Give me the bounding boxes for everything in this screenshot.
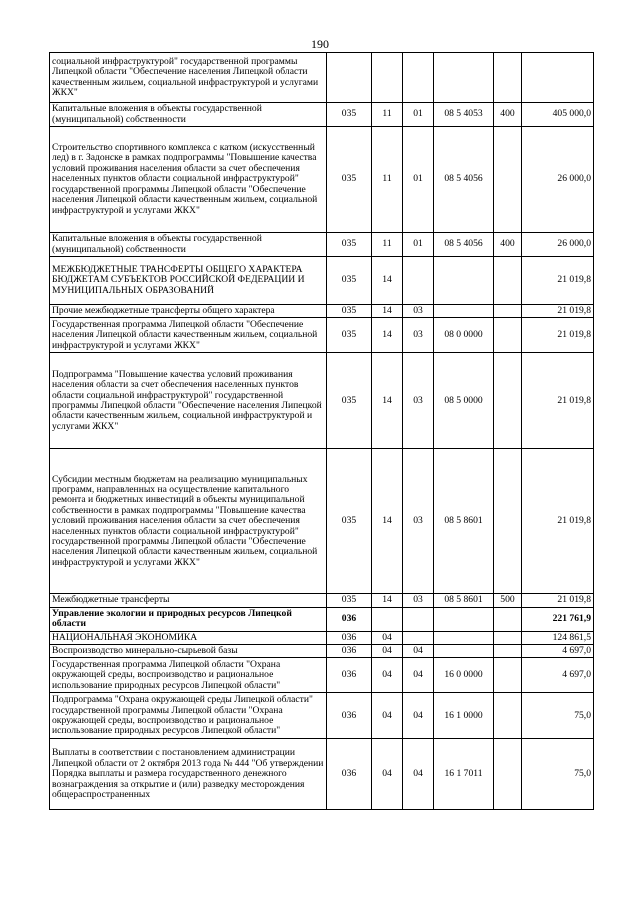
- expense-type-code: [494, 257, 522, 305]
- section-code: 11: [372, 103, 403, 127]
- subsection-code: 01: [403, 233, 434, 257]
- row-name: Субсидии местным бюджетам на реализацию муниципальных программ, направленных на осуществление капитального ремонта и бюджетных инвестиций в объекты муниципальной собственности в рамках подпрограммы "Повышение качества условий проживания населения области за счет обеспечения населенных пунктов области социальной инфраструктурой" государственной программы Липецкой области "Обеспечение населения Липецкой области качественным жильем, социальной инфраструктурой и услугами ЖКХ": [50, 449, 327, 594]
- target-article-code: 16 1 0000: [434, 693, 494, 739]
- ministry-code: 036: [327, 645, 372, 658]
- subsection-code: [403, 631, 434, 644]
- table-row: [50, 318, 594, 353]
- subsection-code: 04: [403, 693, 434, 739]
- row-name: Подпрограмма "Охрана окружающей среды Липецкой области" государственной программы Липецкой области "Охрана окружающей среды, воспроизводство и рациональное использование природных ресурсов Липецкой области": [50, 693, 327, 739]
- table-row: [50, 257, 594, 305]
- budget-table: [49, 52, 594, 810]
- subsection-code: [403, 607, 434, 631]
- amount: 26 000,0: [522, 127, 594, 233]
- expense-type-code: [494, 739, 522, 810]
- table-row: [50, 353, 594, 449]
- ministry-code: 035: [327, 318, 372, 353]
- section-code: 04: [372, 693, 403, 739]
- section-code: 14: [372, 353, 403, 449]
- amount: 21 019,8: [522, 594, 594, 607]
- section-code: 14: [372, 449, 403, 594]
- table-row: [50, 594, 594, 607]
- target-article-code: [434, 305, 494, 318]
- subsection-code: 04: [403, 739, 434, 810]
- table-row: [50, 233, 594, 257]
- row-name: Строительство спортивного комплекса с катком (искусственный лед) в г. Задонске в рамках подпрограммы "Повышение качества условий проживания населения области за счет обеспечения населенных пунктов области социальной инфраструктурой" государственной программы Липецкой области "Обеспечение населения Липецкой области качественным жильем, социальной инфраструктурой и услугами ЖКХ": [50, 127, 327, 233]
- row-name: Подпрограмма "Повышение качества условий проживания населения области за счет обеспечения населенных пунктов области социальной инфраструктурой" государственной программы Липецкой области "Обеспечение населения Липецкой области качественным жильем, социальной инфраструктурой и услугами ЖКХ": [50, 353, 327, 449]
- ministry-code: 035: [327, 233, 372, 257]
- row-name: Капитальные вложения в объекты государственной (муниципальной) собственности: [50, 103, 327, 127]
- amount: 26 000,0: [522, 233, 594, 257]
- row-name: МЕЖБЮДЖЕТНЫЕ ТРАНСФЕРТЫ ОБЩЕГО ХАРАКТЕРА БЮДЖЕТАМ СУБЪЕКТОВ РОССИЙСКОЙ ФЕДЕРАЦИИ И МУНИЦИПАЛЬНЫХ ОБРАЗОВАНИЙ: [50, 257, 327, 305]
- amount: 21 019,8: [522, 318, 594, 353]
- table-row: [50, 739, 594, 810]
- target-article-code: 08 5 4053: [434, 103, 494, 127]
- row-name: Межбюджетные трансферты: [50, 594, 327, 607]
- expense-type-code: [494, 693, 522, 739]
- row-name: НАЦИОНАЛЬНАЯ ЭКОНОМИКА: [50, 631, 327, 644]
- row-name: Управление экологии и природных ресурсов Липецкой области: [50, 607, 327, 631]
- expense-type-code: 400: [494, 233, 522, 257]
- amount: 21 019,8: [522, 257, 594, 305]
- section-code: 11: [372, 127, 403, 233]
- subsection-code: [403, 53, 434, 103]
- target-article-code: [434, 257, 494, 305]
- ministry-code: 035: [327, 594, 372, 607]
- subsection-code: 03: [403, 353, 434, 449]
- row-name: Выплаты в соответствии с постановлением администрации Липецкой области от 2 октября 2013 года № 444 "Об утверждении Порядка выплаты и размера государственного денежного вознаграждения за открытие и (или) разведку месторождения общераспространенных: [50, 739, 327, 810]
- amount: 21 019,8: [522, 449, 594, 594]
- amount: [522, 53, 594, 103]
- amount: 4 697,0: [522, 645, 594, 658]
- table-row: [50, 53, 594, 103]
- ministry-code: 035: [327, 257, 372, 305]
- row-name: Государственная программа Липецкой области "Охрана окружающей среды, воспроизводство и рациональное использование природных ресурсов Липецкой области": [50, 658, 327, 693]
- row-name: социальной инфраструктурой" государственной программы Липецкой области "Обеспечение населения Липецкой области качественным жильем, социальной инфраструктурой и услугами ЖКХ": [50, 53, 327, 103]
- page-number: 190: [311, 37, 329, 51]
- subsection-code: 03: [403, 318, 434, 353]
- section-code: 04: [372, 645, 403, 658]
- subsection-code: 04: [403, 645, 434, 658]
- target-article-code: 08 5 8601: [434, 594, 494, 607]
- target-article-code: [434, 631, 494, 644]
- amount: 21 019,8: [522, 305, 594, 318]
- ministry-code: 035: [327, 305, 372, 318]
- section-code: 04: [372, 631, 403, 644]
- target-article-code: 08 5 4056: [434, 127, 494, 233]
- subsection-code: 01: [403, 103, 434, 127]
- table-row: [50, 693, 594, 739]
- expense-type-code: [494, 645, 522, 658]
- ministry-code: 036: [327, 693, 372, 739]
- expense-type-code: 400: [494, 103, 522, 127]
- expense-type-code: 500: [494, 594, 522, 607]
- expense-type-code: [494, 53, 522, 103]
- amount: 405 000,0: [522, 103, 594, 127]
- subsection-code: 04: [403, 658, 434, 693]
- table-row: [50, 607, 594, 631]
- table-row: [50, 658, 594, 693]
- target-article-code: 08 5 8601: [434, 449, 494, 594]
- table-row: [50, 305, 594, 318]
- ministry-code: 036: [327, 607, 372, 631]
- section-code: [372, 53, 403, 103]
- section-code: [372, 607, 403, 631]
- section-code: 14: [372, 318, 403, 353]
- amount: 75,0: [522, 693, 594, 739]
- table-row: [50, 645, 594, 658]
- section-code: 14: [372, 257, 403, 305]
- section-code: 14: [372, 305, 403, 318]
- ministry-code: 036: [327, 739, 372, 810]
- amount: 75,0: [522, 739, 594, 810]
- subsection-code: 03: [403, 305, 434, 318]
- amount: 21 019,8: [522, 353, 594, 449]
- table-row: [50, 631, 594, 644]
- expense-type-code: [494, 449, 522, 594]
- subsection-code: 03: [403, 449, 434, 594]
- row-name: Воспроизводство минерально-сырьевой базы: [50, 645, 327, 658]
- target-article-code: [434, 53, 494, 103]
- ministry-code: 035: [327, 103, 372, 127]
- target-article-code: 08 0 0000: [434, 318, 494, 353]
- target-article-code: 08 5 4056: [434, 233, 494, 257]
- table-body: [50, 53, 594, 810]
- row-name: Прочие межбюджетные трансферты общего характера: [50, 305, 327, 318]
- ministry-code: [327, 53, 372, 103]
- section-code: 04: [372, 739, 403, 810]
- expense-type-code: [494, 353, 522, 449]
- ministry-code: 036: [327, 631, 372, 644]
- section-code: 11: [372, 233, 403, 257]
- expense-type-code: [494, 318, 522, 353]
- expense-type-code: [494, 631, 522, 644]
- subsection-code: [403, 257, 434, 305]
- target-article-code: [434, 645, 494, 658]
- target-article-code: [434, 607, 494, 631]
- row-name: Государственная программа Липецкой области "Обеспечение населения Липецкой области качественным жильем, социальной инфраструктурой и услугами ЖКХ": [50, 318, 327, 353]
- target-article-code: 16 0 0000: [434, 658, 494, 693]
- expense-type-code: [494, 607, 522, 631]
- table-row: [50, 103, 594, 127]
- section-code: 04: [372, 658, 403, 693]
- expense-type-code: [494, 127, 522, 233]
- subsection-code: 03: [403, 594, 434, 607]
- amount: 4 697,0: [522, 658, 594, 693]
- expense-type-code: [494, 658, 522, 693]
- ministry-code: 035: [327, 449, 372, 594]
- target-article-code: 16 1 7011: [434, 739, 494, 810]
- target-article-code: 08 5 0000: [434, 353, 494, 449]
- row-name: Капитальные вложения в объекты государственной (муниципальной) собственности: [50, 233, 327, 257]
- table-row: [50, 449, 594, 594]
- ministry-code: 035: [327, 127, 372, 233]
- amount: 221 761,9: [522, 607, 594, 631]
- ministry-code: 036: [327, 658, 372, 693]
- table-row: [50, 127, 594, 233]
- expense-type-code: [494, 305, 522, 318]
- section-code: 14: [372, 594, 403, 607]
- subsection-code: 01: [403, 127, 434, 233]
- ministry-code: 035: [327, 353, 372, 449]
- amount: 124 861,5: [522, 631, 594, 644]
